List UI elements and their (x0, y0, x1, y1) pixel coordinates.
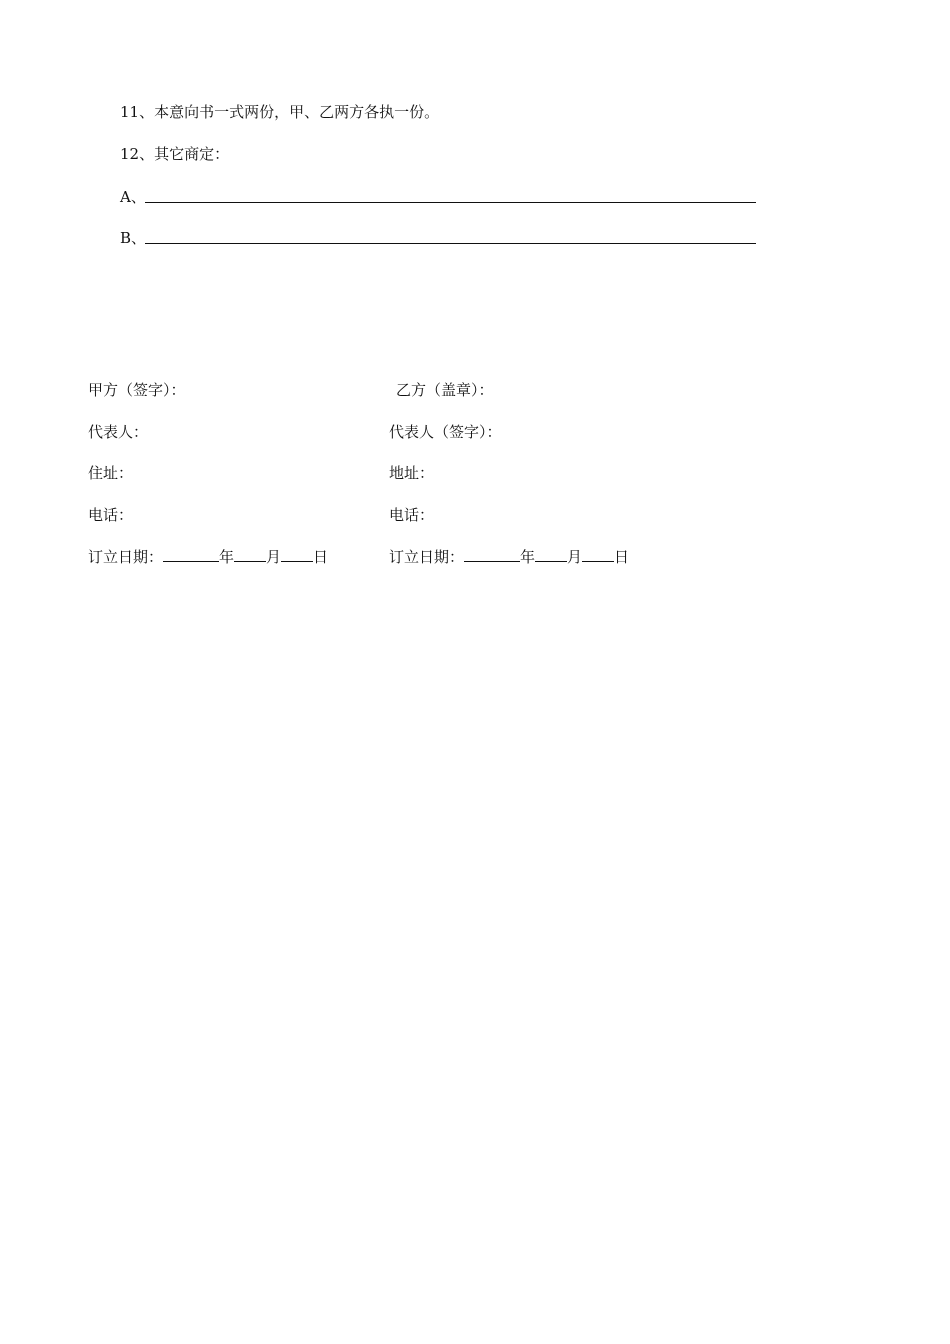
day-label: 日 (313, 548, 329, 566)
year-blank[interactable] (163, 546, 219, 562)
year-label: 年 (219, 548, 235, 566)
other-item-a-label: A、 (120, 188, 146, 206)
party-b-representative: 代表人（签字）： (389, 423, 502, 441)
party-a-date (88, 546, 328, 567)
party-a-address: 住址： (88, 464, 134, 482)
clause-12 (120, 144, 229, 164)
day-blank[interactable] (281, 546, 313, 562)
date-label: 订立日期： (389, 548, 465, 566)
day-blank[interactable] (582, 546, 614, 562)
party-a-representative: 代表人： (88, 423, 149, 441)
date-label: 订立日期： (88, 548, 164, 566)
month-blank[interactable] (234, 546, 266, 562)
year-label: 年 (520, 548, 536, 566)
party-b-title: 乙方（盖章）： (396, 381, 494, 399)
clause-text: 本意向书一式两份，甲、乙两方各执一份。 (154, 103, 440, 121)
other-item-b-label: B、 (120, 229, 147, 247)
party-b-address: 地址： (389, 464, 435, 482)
month-label: 月 (266, 548, 282, 566)
clause-text: 其它商定： (154, 145, 230, 163)
other-item-b-blank-line[interactable] (145, 243, 756, 244)
day-label: 日 (614, 548, 630, 566)
clause-number: 11、 (120, 103, 155, 121)
clause-11 (120, 102, 439, 122)
party-a-title: 甲方（签字）： (88, 381, 186, 399)
month-blank[interactable] (535, 546, 567, 562)
year-blank[interactable] (464, 546, 520, 562)
clause-number: 12、 (120, 145, 155, 163)
party-b-phone: 电话： (389, 506, 435, 524)
party-b-date (389, 546, 629, 567)
party-a-phone: 电话： (88, 506, 134, 524)
month-label: 月 (567, 548, 583, 566)
other-item-a-blank-line[interactable] (145, 202, 756, 203)
